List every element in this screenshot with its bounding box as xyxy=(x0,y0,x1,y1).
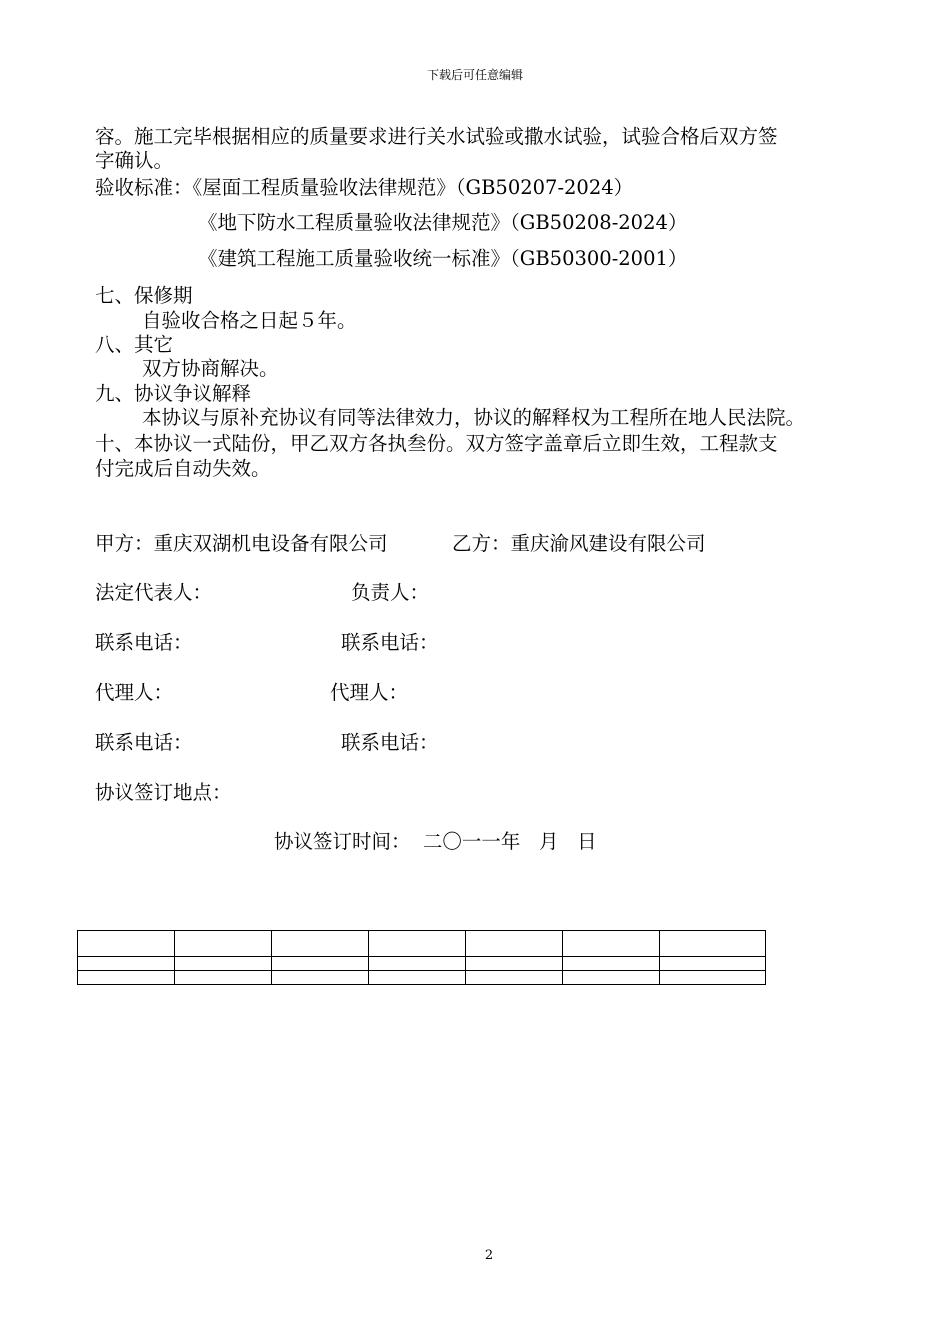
table-cell xyxy=(272,957,369,971)
phone-label-a: 联系电话： xyxy=(95,631,193,654)
table-cell xyxy=(563,957,660,971)
section-heading-warranty: 七、保修期 xyxy=(95,284,193,307)
signing-time-label: 协议签订时间： 二〇一一年 月 日 xyxy=(274,830,597,853)
body-line: 容。施工完毕根据相应的质量要求进行关水试验或撒水试验，试验合格后双方签 xyxy=(95,125,778,148)
table-cell xyxy=(369,971,466,985)
party-b: 乙方：重庆渝风建设有限公司 xyxy=(452,532,706,555)
table-cell xyxy=(78,971,175,985)
phone-label-b2: 联系电话： xyxy=(341,731,439,754)
table-cell xyxy=(466,931,563,957)
table-cell xyxy=(175,931,272,957)
body-line: 字确认。 xyxy=(95,149,174,172)
empty-table xyxy=(77,930,766,985)
table-cell xyxy=(369,931,466,957)
table-cell xyxy=(78,931,175,957)
acceptance-standard-3: 《建筑工程施工质量验收统一标准》（GB50300-2001） xyxy=(198,247,688,270)
table-cell xyxy=(660,957,766,971)
party-a: 甲方：重庆双湖机电设备有限公司 xyxy=(95,532,388,555)
agent-label-b: 代理人： xyxy=(330,681,409,704)
page-header: 下载后可任意编辑 xyxy=(426,68,523,82)
person-in-charge-label: 负责人： xyxy=(351,581,430,604)
table-cell xyxy=(78,957,175,971)
body-line: 本协议与原补充协议有同等法律效力，协议的解释权为工程所在地人民法院。 xyxy=(142,406,806,429)
table-cell xyxy=(466,971,563,985)
table-cell xyxy=(660,931,766,957)
table-cell xyxy=(175,971,272,985)
section-heading-other: 八、其它 xyxy=(95,333,174,356)
legal-representative-label: 法定代表人： xyxy=(95,581,213,604)
table-cell xyxy=(272,971,369,985)
table-cell xyxy=(660,971,766,985)
body-line: 十、本协议一式陆份，甲乙双方各执叁份。双方签字盖章后立即生效，工程款支 xyxy=(95,432,778,455)
page-number: 2 xyxy=(484,1248,494,1263)
body-line: 自验收合格之日起５年。 xyxy=(142,309,357,332)
table-cell xyxy=(175,957,272,971)
agent-label-a: 代理人： xyxy=(95,681,174,704)
body-line: 双方协商解决。 xyxy=(142,357,279,380)
table-cell xyxy=(563,971,660,985)
table-cell xyxy=(466,957,563,971)
section-heading-dispute: 九、协议争议解释 xyxy=(95,382,252,405)
table-cell xyxy=(563,931,660,957)
body-line: 付完成后自动失效。 xyxy=(95,457,271,480)
signing-place-label: 协议签订地点： xyxy=(95,781,232,804)
phone-label-b: 联系电话： xyxy=(341,631,439,654)
phone-label-a2: 联系电话： xyxy=(95,731,193,754)
table-cell xyxy=(272,931,369,957)
acceptance-standard-1: 验收标准：《屋面工程质量验收法律规范》（GB50207-2024） xyxy=(95,176,634,199)
acceptance-standard-2: 《地下防水工程质量验收法律规范》（GB50208-2024） xyxy=(198,211,688,234)
table-cell xyxy=(369,957,466,971)
